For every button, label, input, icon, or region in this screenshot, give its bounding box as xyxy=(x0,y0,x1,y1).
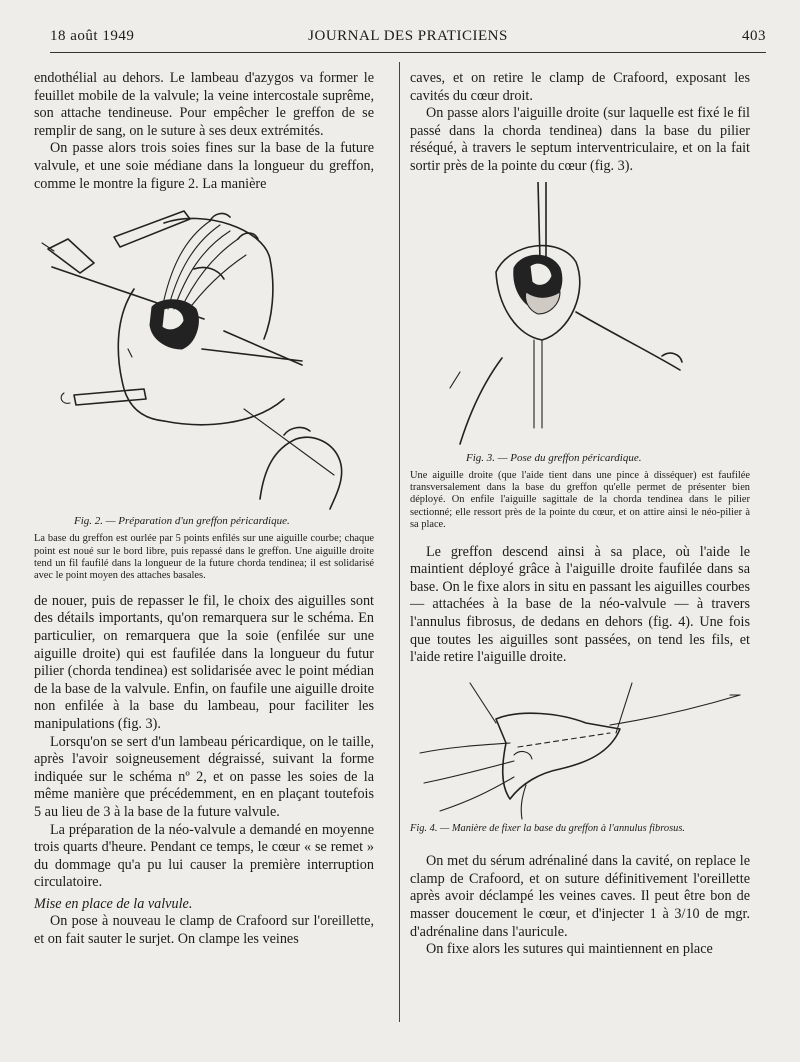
left-para-3: de nouer, puis de repasser le fil, le choix des aiguilles sont des détails importants, qu'on remarquera sur le schéma. En particulier, on remarquera que la soie (enfilée sur une aiguille droite) qui est faufilée dans la longueur du futur pilier (chorda tendinea) est solidarisée avec le point médian de la base de la valvule. Enfin, on faufile une aiguille droite non enfilée à la base du lambeau, pour faciliter les manipulations (fig. 3). xyxy=(34,592,374,732)
left-para-4: Lorsqu'on se sert d'un lambeau péricardique, on le taille, après l'avoir soigneusement dégraissé, suivant la forme indiquée sur le schéma nº 2, et on passe les soies de la même manière que précédemment, en en plaçant toutefois 5 au lieu de 3 à la base de la future valvule. xyxy=(34,733,374,820)
figure-3-illustration xyxy=(410,182,750,448)
right-para-4: On met du sérum adrénaliné dans la cavité, on replace le clamp de Crafoord, et on suture définitivement l'oreillette après avoir déclampé les veines caves. Il peut être bon de masser doucement le cœur, et d'injecter 1 à 3/10 de mgr. d'adrénaline dans l'auricule. xyxy=(410,853,750,940)
figure-4-caption: Fig. 4. — Manière de fixer la base du greffon à l'annulus fibrosus. xyxy=(410,822,685,834)
figure-2-title: Fig. 2. — Préparation d'un greffon péricardique. xyxy=(74,515,290,528)
figure-4-illustration xyxy=(410,673,750,823)
left-para-6: On pose à nouveau le clamp de Crafoord sur l'oreillette, et on fait sauter le surjet. On clampe les veines xyxy=(34,913,374,948)
right-column xyxy=(410,70,750,959)
left-para-5: La préparation de la néo-valvule a demandé en moyenne trois quarts d'heure. Pendant ce temps, le cœur « se remet » du dommage qu'a pu lui causer la première interruption circulatoire. xyxy=(34,821,374,891)
figure-2-caption: La base du greffon est ourlée par 5 points enfilés sur une aiguille courbe; chaque point est noué sur le bord libre, puis repassé dans le greffon. Une aiguille droite tend un fil faufilé dans la longueur de la future chorda tendinea; il est solidarisé avec le point moyen des attaches basales. xyxy=(34,533,374,582)
column-divider xyxy=(399,62,400,1022)
figure-3-title: Fig. 3. — Pose du greffon péricardique. xyxy=(466,451,642,464)
right-para-1: caves, et on retire le clamp de Crafoord, exposant les cavités du cœur droit. xyxy=(410,70,750,104)
section-heading: Mise en place de la valvule. xyxy=(34,895,193,912)
right-para-3: Le greffon descend ainsi à sa place, où l'aide le maintient déployé grâce à l'aiguille droite faufilée dans sa base. On le fixe alors in situ en passant les aiguilles courbes — attachées à la base de la néo-valvule — à travers l'annulus fibrosus, de dedans en dehors (fig. 4). Une fois que toutes les aiguilles sont passées, on tend les fils, et l'aide retire l'aiguille droite. xyxy=(410,543,750,666)
right-para-2: On passe alors l'aiguille droite (sur laquelle est fixé le fil passé dans la chorda tendinea) dans la base du pilier réséqué, à travers le septum interventriculaire, et on la fait sortir près de la pointe du cœur (fig. 3). xyxy=(410,105,750,174)
left-para-2: On passe alors trois soies fines sur la base de la future valvule, et une soie médiane dans la longueur du greffon, comme le montre la figure 2. La manière xyxy=(34,140,374,192)
header-date: 18 août 1949 xyxy=(50,28,135,44)
figure-2-illustration xyxy=(34,199,374,511)
figure-3-caption: Une aiguille droite (que l'aide tient dans une pince à disséquer) est faufilée transversalement dans la base du greffon qu'elle permet de présenter bien déployé. On enfile l'aiguille sagittale de la chorda tendinea dans le pilier sectionné; elle ressort près de la pointe du cœur, et on attire ainsi le néo-pilier à sa place. xyxy=(410,469,750,531)
page-header xyxy=(50,28,766,52)
page-number: 403 xyxy=(742,28,766,44)
figure-4 xyxy=(410,673,750,835)
journal-title: JOURNAL DES PRATICIENS xyxy=(308,28,508,44)
header-rule xyxy=(50,52,766,53)
figure-3 xyxy=(410,182,750,532)
figure-2 xyxy=(34,199,374,583)
left-column xyxy=(34,70,374,949)
left-para-1: endothélial au dehors. Le lambeau d'azygos va former le feuillet mobile de la valvule; la veine intercostale suprême, son attache tendineuse. Pour empêcher le greffon de se remplir de sang, on le suture à ses deux extrémités. xyxy=(34,70,374,139)
right-para-5: On fixe alors les sutures qui maintiennent en place xyxy=(426,941,713,958)
